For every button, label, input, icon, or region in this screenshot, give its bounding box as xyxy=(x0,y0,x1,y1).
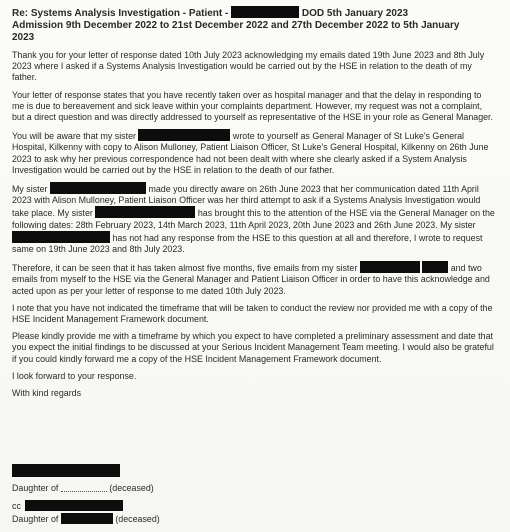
redaction-box xyxy=(138,129,230,141)
cc-label: cc xyxy=(12,501,21,511)
redaction-box xyxy=(61,513,113,524)
signature-block xyxy=(12,464,120,478)
subject-line1-b: DOD 5th January 2023 xyxy=(301,8,409,19)
paragraph-5-a: Therefore, it can be seen that it has taken almost five months, five emails from my sister xyxy=(12,263,358,274)
paragraph-4-c: has brought this to the attention of the HSE via the General Manager on the following dates: 28th February 2023, 14th March 2023, 11th April 2023, 20th June 2023 and 26th June 2023. My sister xyxy=(12,208,495,230)
redaction-box xyxy=(95,206,195,218)
signature-rule xyxy=(61,481,107,492)
paragraph-5-b: and two emails from myself to the HSE via the General Manager and Patient Liaison Officer in order to have this acknowledge and acted upon as per your letter of response to me dated 10th July 2023. xyxy=(12,263,490,296)
paragraph-4-b: made you directly aware on 26th June 2023 that her communication dated 11th April 2023 with Alison Mulloney, Patient Liaison Officer was her third attempt to ask if a Systems Analysis Investigation would take place. My sister xyxy=(12,184,481,219)
deceased-label: (deceased) xyxy=(109,483,154,493)
deceased-label: (deceased) xyxy=(115,514,160,524)
paragraph-5 xyxy=(12,261,496,297)
paragraph-3-b: wrote to yourself as General Manager of St Luke's General Hospital, Kilkenny with copy to Alison Mulloney, Patient Liaison Officer, St Luke's General Hospital, Kilkenny on 26th June 2023 to ask why her previous correspondence had not been dealt with where she clearly asked if a System Analysis Investigation would be carried out by the HSE in relation to the death of our father. xyxy=(12,131,489,175)
redaction-box xyxy=(422,261,448,273)
subject-line1-a: Re: Systems Analysis Investigation - Patient - xyxy=(12,8,229,19)
subject-line2: Admission 9th December 2022 to 21st December 2022 and 27th December 2022 to 5th January xyxy=(12,20,460,31)
paragraph-4-d: has not had any response from the HSE to this question at all and therefore, I wrote to request same on 19th June 2023 and 8th July 2023. xyxy=(12,232,483,255)
paragraph-8: I look forward to your response. xyxy=(12,370,137,381)
redaction-box xyxy=(360,261,420,273)
redaction-box xyxy=(25,500,123,511)
redaction-box xyxy=(50,182,146,194)
redaction-box xyxy=(12,464,120,477)
daughter-of-label: Daughter of xyxy=(12,483,59,493)
paragraph-1: Thank you for your letter of response dated 10th July 2023 acknowledging my emails dated 19th June 2023 and 8th July 2023 where I asked if a Systems Analysis Investigation would be carried out by the HSE in relation to the death of my father. xyxy=(12,50,485,83)
cc-block xyxy=(12,500,123,512)
signature-line-1 xyxy=(12,481,154,494)
paragraph-3-a: You will be aware that my sister xyxy=(12,131,136,142)
subject-line3: 2023 xyxy=(12,32,35,43)
redaction-box xyxy=(12,231,110,243)
paragraph-7: Please kindly provide me with a timeframe by which you expect to have completed a preliminary assessment and date that you expect the initial findings to be discussed at your Serious Incident Management Team meeting. I would also be grateful if you could kindly forward me a copy of the HSE Incident Management Framework document. xyxy=(12,331,494,364)
redaction-box xyxy=(231,6,299,18)
signature-line-2 xyxy=(12,513,160,525)
paragraph-2: Your letter of response states that you have recently taken over as hospital manager and that the delay in responding to me is due to bereavement and sick leave within your complaints department. However, my request was not a complaint, but a direct question and was directly addressed to yourself as representative of the HSE in your role as General Manager. xyxy=(12,89,493,123)
paragraph-4 xyxy=(12,182,496,255)
paragraph-4-a: My sister xyxy=(12,184,48,195)
daughter-of-label: Daughter of xyxy=(12,514,59,524)
paragraph-9: With kind regards xyxy=(12,388,82,399)
subject-heading xyxy=(12,6,496,44)
paragraph-6: I note that you have not indicated the timeframe that will be taken to conduct the review nor provided me with a copy of the HSE Incident Management Framework document. xyxy=(12,302,493,325)
paragraph-3 xyxy=(12,129,496,176)
